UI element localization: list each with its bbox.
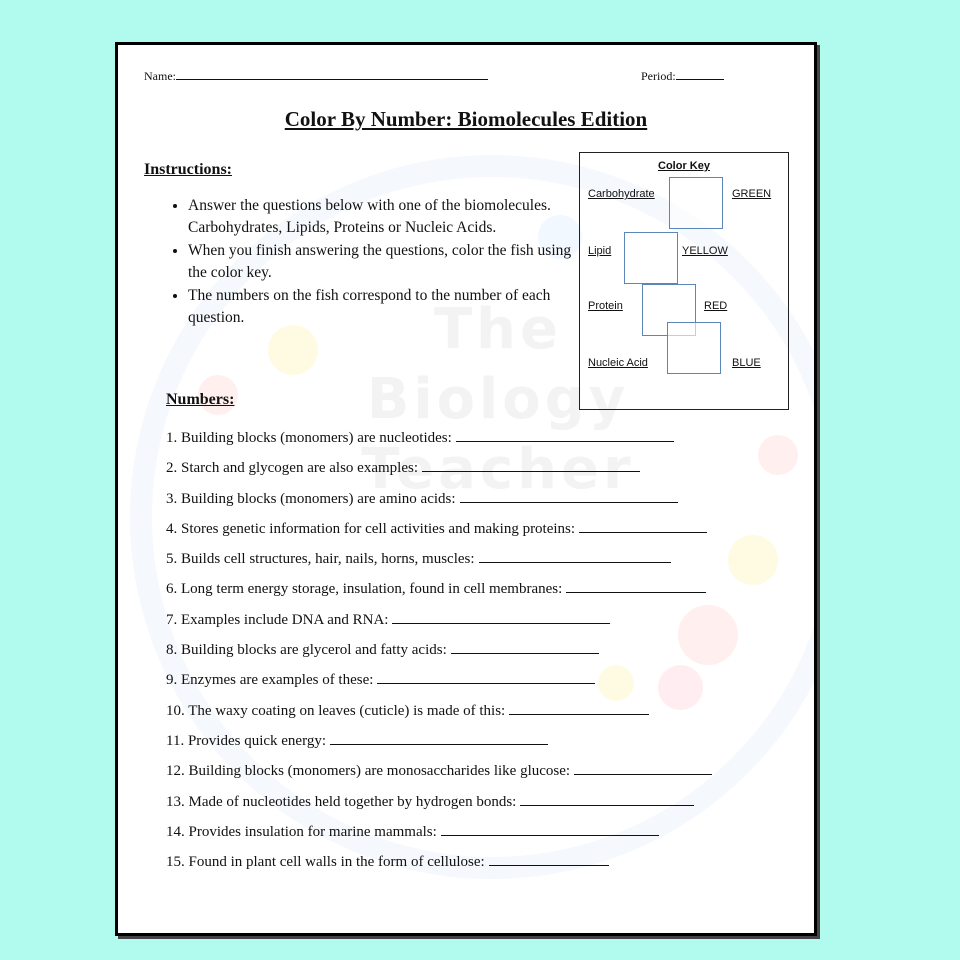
instruction-item: • The numbers on the fish correspond to the number of each question. xyxy=(188,285,588,329)
question-text: Building blocks (monomers) are nucleotides: xyxy=(181,430,452,446)
watermark-dot xyxy=(268,325,318,375)
question-text: Examples include DNA and RNA: xyxy=(181,611,389,628)
question-text: Enzymes are examples of these: xyxy=(181,672,374,689)
question-number: 7. xyxy=(166,611,178,628)
question-text: Provides quick energy: xyxy=(187,732,326,749)
numbers-heading: Numbers: xyxy=(166,391,235,408)
key-color-label: BLUE xyxy=(732,357,761,369)
name-field[interactable] xyxy=(144,69,488,84)
question-number: 15. xyxy=(166,854,185,871)
question-number: 6. xyxy=(166,581,178,598)
question-text: Provides insulation for marine mammals: xyxy=(188,823,437,840)
question-row xyxy=(166,544,796,574)
question-text: Long term energy storage, insulation, found in cell membranes: xyxy=(181,581,563,598)
key-molecule-label: Nucleic Acid xyxy=(588,357,648,369)
question-number: 4. xyxy=(166,520,178,537)
answer-blank[interactable] xyxy=(451,641,599,654)
question-row xyxy=(166,817,796,847)
worksheet-page xyxy=(115,42,817,936)
question-number: 10. xyxy=(166,702,185,719)
answer-blank[interactable] xyxy=(441,823,659,836)
question-text: The waxy coating on leaves (cuticle) is made of this: xyxy=(188,702,506,719)
question-row xyxy=(166,635,796,665)
question-number: 12. xyxy=(166,763,185,780)
question-number: 9. xyxy=(166,672,178,689)
answer-blank[interactable] xyxy=(520,793,694,806)
answer-blank[interactable] xyxy=(392,611,610,624)
answer-blank[interactable] xyxy=(566,580,706,593)
question-number: 5. xyxy=(166,551,178,568)
instruction-item: • When you finish answering the questions, color the fish using the color key. xyxy=(188,240,588,284)
question-text: Building blocks (monomers) are monosaccharides like glucose: xyxy=(188,763,571,780)
carbohydrate-swatch[interactable] xyxy=(669,177,723,229)
period-blank[interactable] xyxy=(676,69,724,80)
period-label: Period: xyxy=(641,69,676,83)
color-key xyxy=(579,152,789,410)
instructions-list xyxy=(166,195,588,330)
question-number: 11. xyxy=(166,732,185,749)
question-list xyxy=(166,423,796,877)
question-row xyxy=(166,726,796,756)
question-number: 3. xyxy=(166,490,178,507)
question-row xyxy=(166,453,796,483)
answer-blank[interactable] xyxy=(330,732,548,745)
question-text: Builds cell structures, hair, nails, horns, muscles: xyxy=(181,551,475,568)
key-color-label: GREEN xyxy=(732,188,772,200)
answer-blank[interactable] xyxy=(579,520,707,533)
name-label: Name: xyxy=(144,69,176,83)
question-row xyxy=(166,514,796,544)
question-row xyxy=(166,847,796,877)
question-row xyxy=(166,574,796,604)
page-title: Color By Number: Biomolecules Edition xyxy=(284,107,648,131)
question-text: Found in plant cell walls in the form of cellulose: xyxy=(188,854,485,871)
instruction-item: • Answer the questions below with one of the biomolecules. Carbohydrates, Lipids, Proteins or Nucleic Acids. xyxy=(188,195,588,239)
instructions-heading: Instructions: xyxy=(144,161,233,178)
key-color-label: YELLOW xyxy=(682,245,728,257)
question-number: 2. xyxy=(166,460,178,477)
answer-blank[interactable] xyxy=(456,429,674,442)
answer-blank[interactable] xyxy=(479,550,671,563)
question-number: 14. xyxy=(166,823,185,840)
question-row xyxy=(166,484,796,514)
key-color-label: RED xyxy=(704,300,728,312)
question-number: 13. xyxy=(166,793,185,810)
question-row xyxy=(166,605,796,635)
question-text: Building blocks are glycerol and fatty acids: xyxy=(181,642,447,659)
watermark-text: The Biology Teacher xyxy=(361,297,635,502)
question-row xyxy=(166,756,796,786)
answer-blank[interactable] xyxy=(489,853,609,866)
color-key-title: Color Key xyxy=(658,160,710,172)
answer-blank[interactable] xyxy=(422,459,640,472)
question-row xyxy=(166,665,796,695)
key-molecule-label: Carbohydrate xyxy=(588,188,655,200)
question-number: 1. xyxy=(166,430,178,446)
question-number: 8. xyxy=(166,642,178,659)
key-molecule-label: Lipid xyxy=(588,245,612,257)
name-blank[interactable] xyxy=(176,69,488,80)
nucleic-acid-swatch[interactable] xyxy=(667,322,721,374)
question-row xyxy=(166,696,796,726)
question-text: Stores genetic information for cell activities and making proteins: xyxy=(181,520,576,537)
question-row xyxy=(166,787,796,817)
question-text: Made of nucleotides held together by hydrogen bonds: xyxy=(188,793,517,810)
lipid-swatch[interactable] xyxy=(624,232,678,284)
answer-blank[interactable] xyxy=(574,762,712,775)
answer-blank[interactable] xyxy=(509,702,649,715)
question-text: Building blocks (monomers) are amino acids: xyxy=(181,490,456,507)
question-row xyxy=(166,423,796,453)
answer-blank[interactable] xyxy=(377,671,595,684)
question-text: Starch and glycogen are also examples: xyxy=(181,460,418,477)
key-molecule-label: Protein xyxy=(588,300,623,312)
period-field[interactable] xyxy=(641,69,724,84)
answer-blank[interactable] xyxy=(460,490,678,503)
